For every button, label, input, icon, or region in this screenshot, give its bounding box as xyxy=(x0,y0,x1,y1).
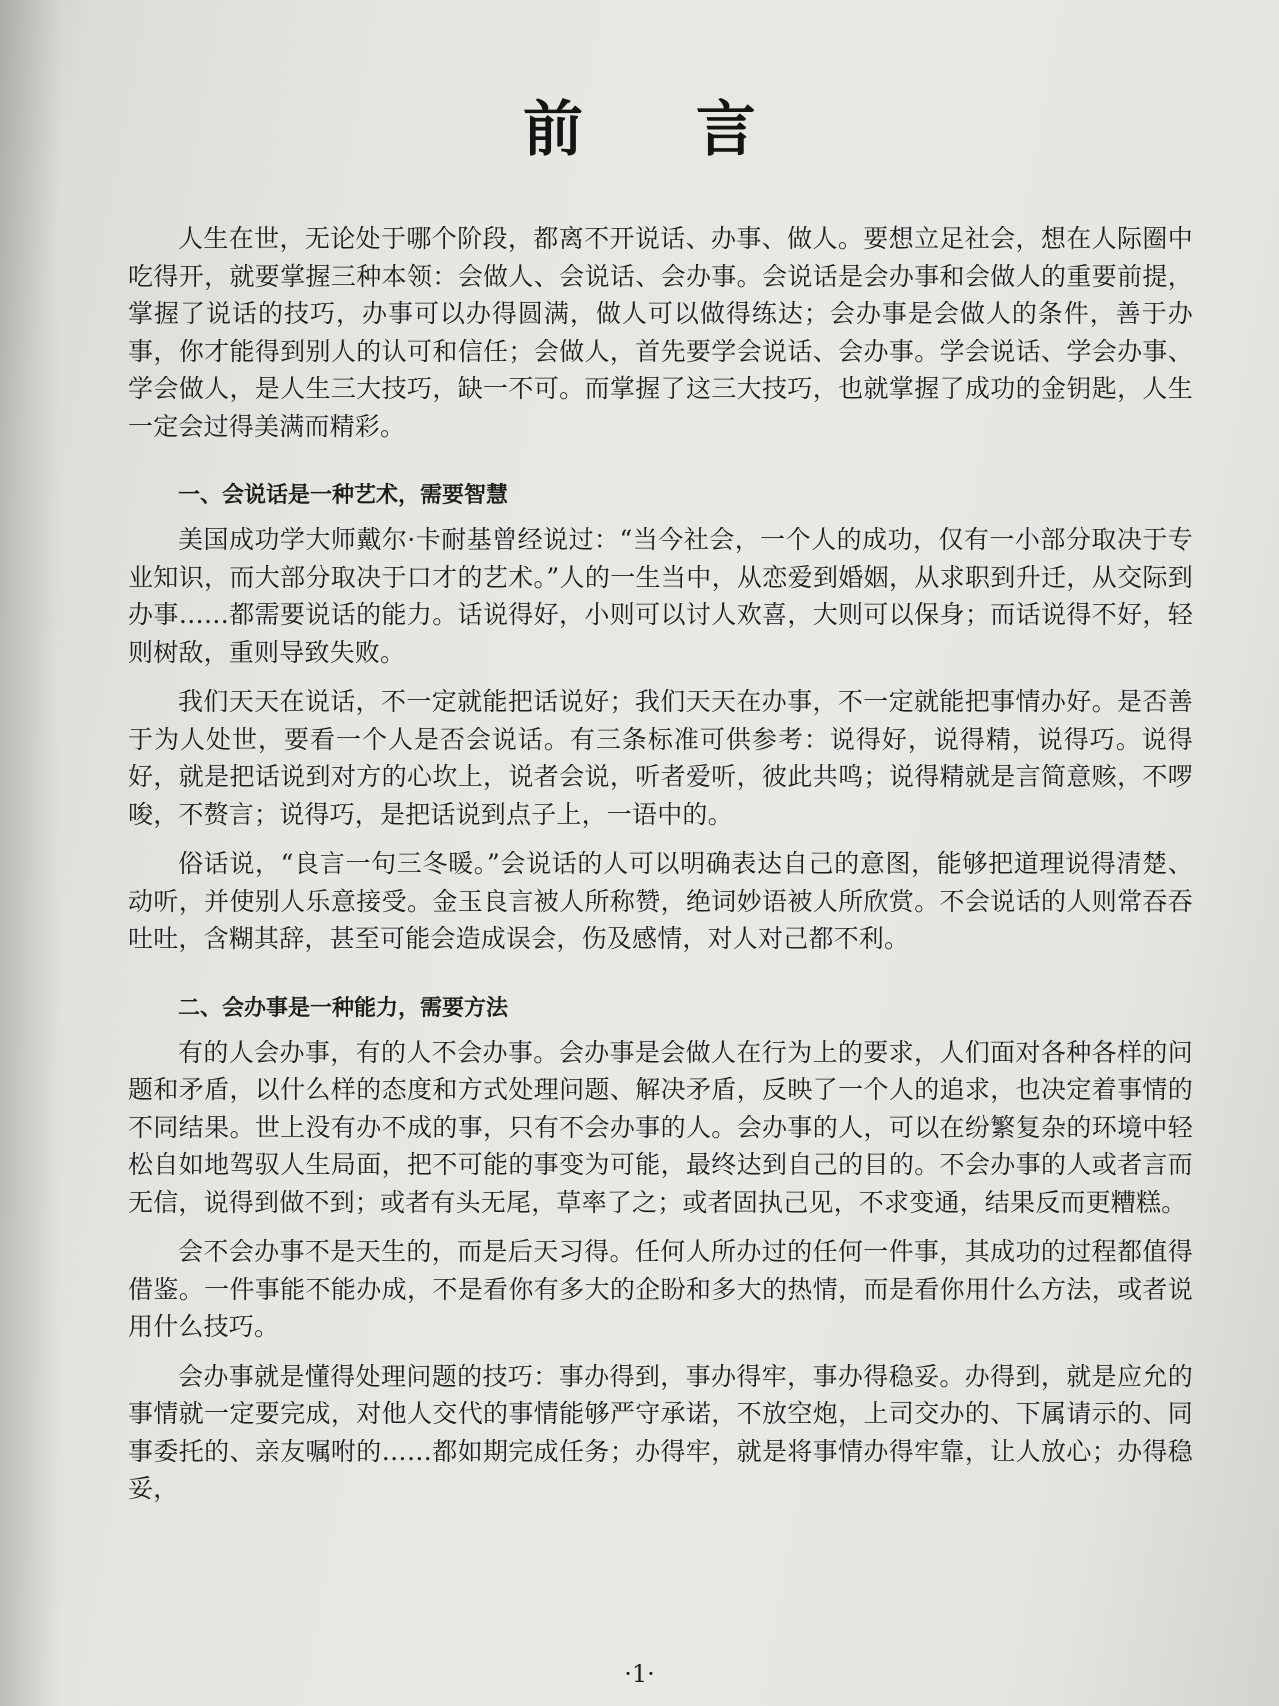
paragraph: 美国成功学大师戴尔·卡耐基曾经说过：“当今社会，一个人的成功，仅有一小部分取决于专业知识，而大部分取决于口才的艺术。”人的一生当中，从恋爱到婚姻，从求职到升迁，从交际到办事……都需要说话的能力。话说得好，小则可以讨人欢喜，大则可以保身；而话说得不好，轻则树敌，重则导致失败。 xyxy=(128,525,1193,667)
paragraph: 俗话说，“良言一句三冬暖。”会说话的人可以明确表达自己的意图，能够把道理说得清楚、动听，并使别人乐意接受。金玉良言被人所称赞，绝词妙语被人所欣赏。不会说话的人则常吞吞吐吐，含糊其辞，甚至可能会造成误会，伤及感情，对人对己都不利。 xyxy=(128,849,1193,953)
page-number: ·1· xyxy=(624,1660,655,1688)
paragraph: 会办事就是懂得处理问题的技巧：事办得到，事办得牢，事办得稳妥。办得到，就是应允的事情就一定要完成，对他人交代的事情能够严守承诺，不放空炮，上司交办的、下属请示的、同事委托的、亲友嘱咐的……都如期完成任务；办得牢，就是将事情办得牢靠，让人放心；办得稳妥， xyxy=(128,1361,1193,1503)
page-title: 前 言 xyxy=(523,95,802,165)
intro-paragraph: 人生在世，无论处于哪个阶段，都离不开说话、办事、做人。要想立足社会，想在人际圈中吃得开，就要掌握三种本领：会做人、会说话、会办事。会说话是会办事和会做人的重要前提，掌握了说话的技巧，办事可以办得圆满，做人可以做得练达；会办事是会做人的条件，善于办事，你才能得到别人的认可和信任；会做人，首先要学会说话、会办事。学会说话、学会办事、学会做人，是人生三大技巧，缺一不可。而掌握了这三大技巧，也就掌握了成功的金钥匙，人生一定会过得美满而精彩。 xyxy=(128,224,1193,441)
section-heading-1: 一、会说话是一种艺术，需要智慧 xyxy=(178,483,509,508)
body-text xyxy=(128,220,1193,1508)
section-heading-2: 二、会办事是一种能力，需要方法 xyxy=(178,995,509,1021)
paragraph: 有的人会办事，有的人不会办事。会办事是会做人在行为上的要求，人们面对各种各样的问题和矛盾，以什么样的态度和方式处理问题、解决矛盾，反映了一个人的追求，也决定着事情的不同结果。世上没有办不成的事，只有不会办事的人。会办事的人，可以在纷繁复杂的环境中轻松自如地驾驭人生局面，把不可能的事变为可能，最终达到自己的目的。不会办事的人或者言而无信，说得到做不到；或者有头无尾，草率了之；或者固执己见，不求变通，结果反而更糟糕。 xyxy=(128,1037,1193,1217)
page-edge-shadow xyxy=(0,0,60,1706)
paragraph: 我们天天在说话，不一定就能把话说好；我们天天在办事，不一定就能把事情办好。是否善于为人处世，要看一个人是否会说话。有三条标准可供参考：说得好，说得精，说得巧。说得好，就是把话说到对方的心坎上，说者会说，听者爱听，彼此共鸣；说得精就是言简意赅，不啰唆，不赘言；说得巧，是把话说到点子上，一语中的。 xyxy=(128,687,1193,829)
paragraph: 会不会办事不是天生的，而是后天习得。任何人所办过的任何一件事，其成功的过程都值得借鉴。一件事能不能办成，不是看你有多大的企盼和多大的热情，而是看你用什么方法，或者说用什么技巧。 xyxy=(128,1237,1193,1341)
